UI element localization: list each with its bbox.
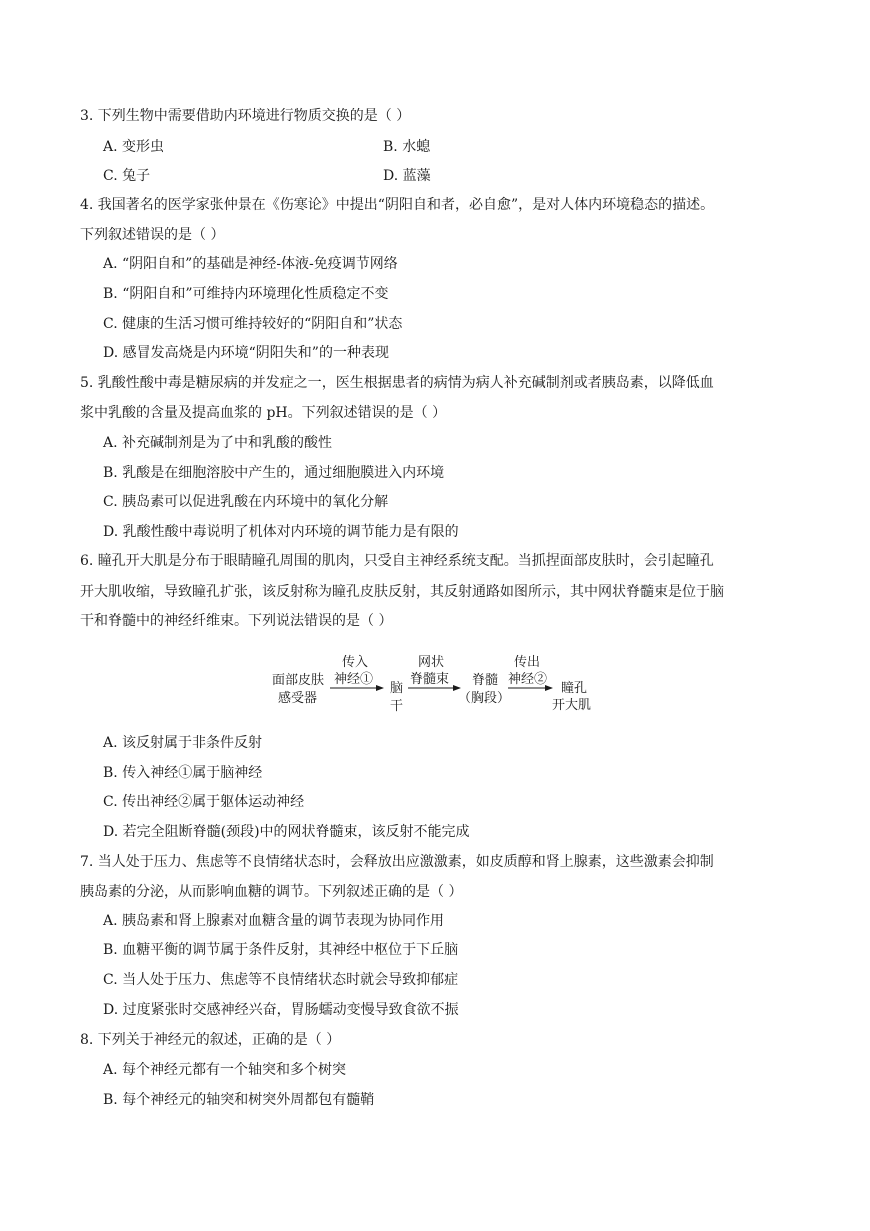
question-6-option-b: B. 传入神经①属于脑神经 (103, 765, 263, 781)
diagram-arrow-2-top-label: 网状 (418, 655, 445, 670)
question-3-option-d: D. 蓝藻 (383, 168, 431, 184)
question-5-option-d: D. 乳酸性酸中毒说明了机体对内环境的调节能力是有限的 (103, 524, 459, 540)
question-8-option-a: A. 每个神经元都有一个轴突和多个树突 (103, 1062, 347, 1078)
question-4-option-a: A. “阴阳自和”的基础是神经-体液-免疫调节网络 (103, 256, 398, 272)
question-6-stem-line-3: 干和脊髓中的神经纤维束。下列说法错误的是（ ） (80, 613, 393, 629)
question-3-option-b: B. 水螅 (383, 139, 431, 155)
question-5-stem-line-2: 浆中乳酸的含量及提高血浆的 pH。下列叙述错误的是（ ） (80, 405, 447, 421)
question-8-stem: 8. 下列关于神经元的叙述，正确的是（ ） (80, 1032, 341, 1048)
question-5-option-b: B. 乳酸是在细胞溶胶中产生的，通过细胞膜进入内环境 (103, 465, 445, 481)
diagram-node-receptor-top: 面部皮肤 (272, 673, 325, 688)
question-7-stem-line-2: 胰岛素的分泌，从而影响血糖的调节。下列叙述正确的是（ ） (80, 884, 463, 900)
diagram-arrow-2-bottom-label: 脊髓束 (410, 672, 450, 687)
question-6-option-c: C. 传出神经②属于躯体运动神经 (103, 794, 305, 810)
question-4-stem-line-2: 下列叙述错误的是（ ） (80, 227, 225, 243)
diagram-arrow-1-top-label: 传入 (342, 655, 369, 670)
question-6-option-d: D. 若完全阻断脊髓(颈段)中的网状脊髓束，该反射不能完成 (103, 824, 470, 840)
diagram-node-dilator-bottom: 开大肌 (552, 698, 592, 713)
question-4-option-c: C. 健康的生活习惯可维持较好的“阴阳自和”状态 (103, 316, 403, 332)
question-6-option-a: A. 该反射属于非条件反射 (103, 735, 263, 751)
question-3-stem: 3. 下列生物中需要借助内环境进行物质交换的是（ ） (80, 108, 411, 124)
diagram-node-receptor-bottom: 感受器 (278, 691, 318, 706)
question-8-option-b: B. 每个神经元的轴突和树突外周都包有髓鞘 (103, 1092, 375, 1108)
question-6-stem-line-2: 开大肌收缩，导致瞳孔扩张，该反射称为瞳孔皮肤反射，其反射通路如图所示，其中网状脊髓束是位于脑 (80, 584, 724, 600)
diagram-node-spinal-cord-bottom: （胸段） (458, 691, 511, 706)
question-5-stem-line-1: 5. 乳酸性酸中毒是糖尿病的并发症之一，医生根据患者的病情为病人补充碱制剂或者胰岛素，以降低血 (80, 375, 714, 391)
question-7-stem-line-1: 7. 当人处于压力、焦虑等不良情绪状态时，会释放出应激激素，如皮质醇和肾上腺素，这些激素会抑制 (80, 854, 714, 870)
question-3-option-a: A. 变形虫 (103, 139, 165, 155)
question-7-option-a: A. 胰岛素和肾上腺素对血糖含量的调节表现为协同作用 (103, 913, 445, 929)
diagram-node-spinal-cord-top: 脊髓 (472, 673, 499, 688)
diagram-arrow-3-bottom-label: 神经② (508, 672, 548, 687)
question-4-option-d: D. 感冒发高烧是内环境“阴阳失和”的一种表现 (103, 345, 389, 361)
question-7-option-c: C. 当人处于压力、焦虑等不良情绪状态时就会导致抑郁症 (103, 972, 459, 988)
question-6-stem-line-1: 6. 瞳孔开大肌是分布于眼睛瞳孔周围的肌肉，只受自主神经系统支配。当抓捏面部皮肤时，会引起瞳孔 (80, 553, 714, 569)
diagram-arrow-1-bottom-label: 神经① (334, 672, 374, 687)
question-3-option-c: C. 兔子 (103, 168, 151, 184)
question-5-option-c: C. 胰岛素可以促进乳酸在内环境中的氧化分解 (103, 494, 389, 510)
question-7-option-b: B. 血糖平衡的调节属于条件反射，其神经中枢位于下丘脑 (103, 942, 459, 958)
diagram-node-brainstem-bottom: 干 (390, 699, 404, 714)
diagram-node-dilator-top: 瞳孔 (561, 681, 588, 696)
question-5-option-a: A. 补充碱制剂是为了中和乳酸的酸性 (103, 435, 333, 451)
diagram-arrow-3-top-label: 传出 (514, 655, 541, 670)
reflex-pathway-diagram (268, 652, 608, 714)
diagram-node-brainstem-top: 脑 (390, 681, 404, 696)
reflex-pathway-svg (268, 652, 608, 714)
question-4-stem-line-1: 4. 我国著名的医学家张仲景在《伤寒论》中提出“阴阳自和者，必自愈”，是对人体内环境稳态的描述。 (80, 197, 715, 213)
question-7-option-d: D. 过度紧张时交感神经兴奋，胃肠蠕动变慢导致食欲不振 (103, 1002, 459, 1018)
question-4-option-b: B. “阴阳自和”可维持内环境理化性质稳定不变 (103, 286, 389, 302)
